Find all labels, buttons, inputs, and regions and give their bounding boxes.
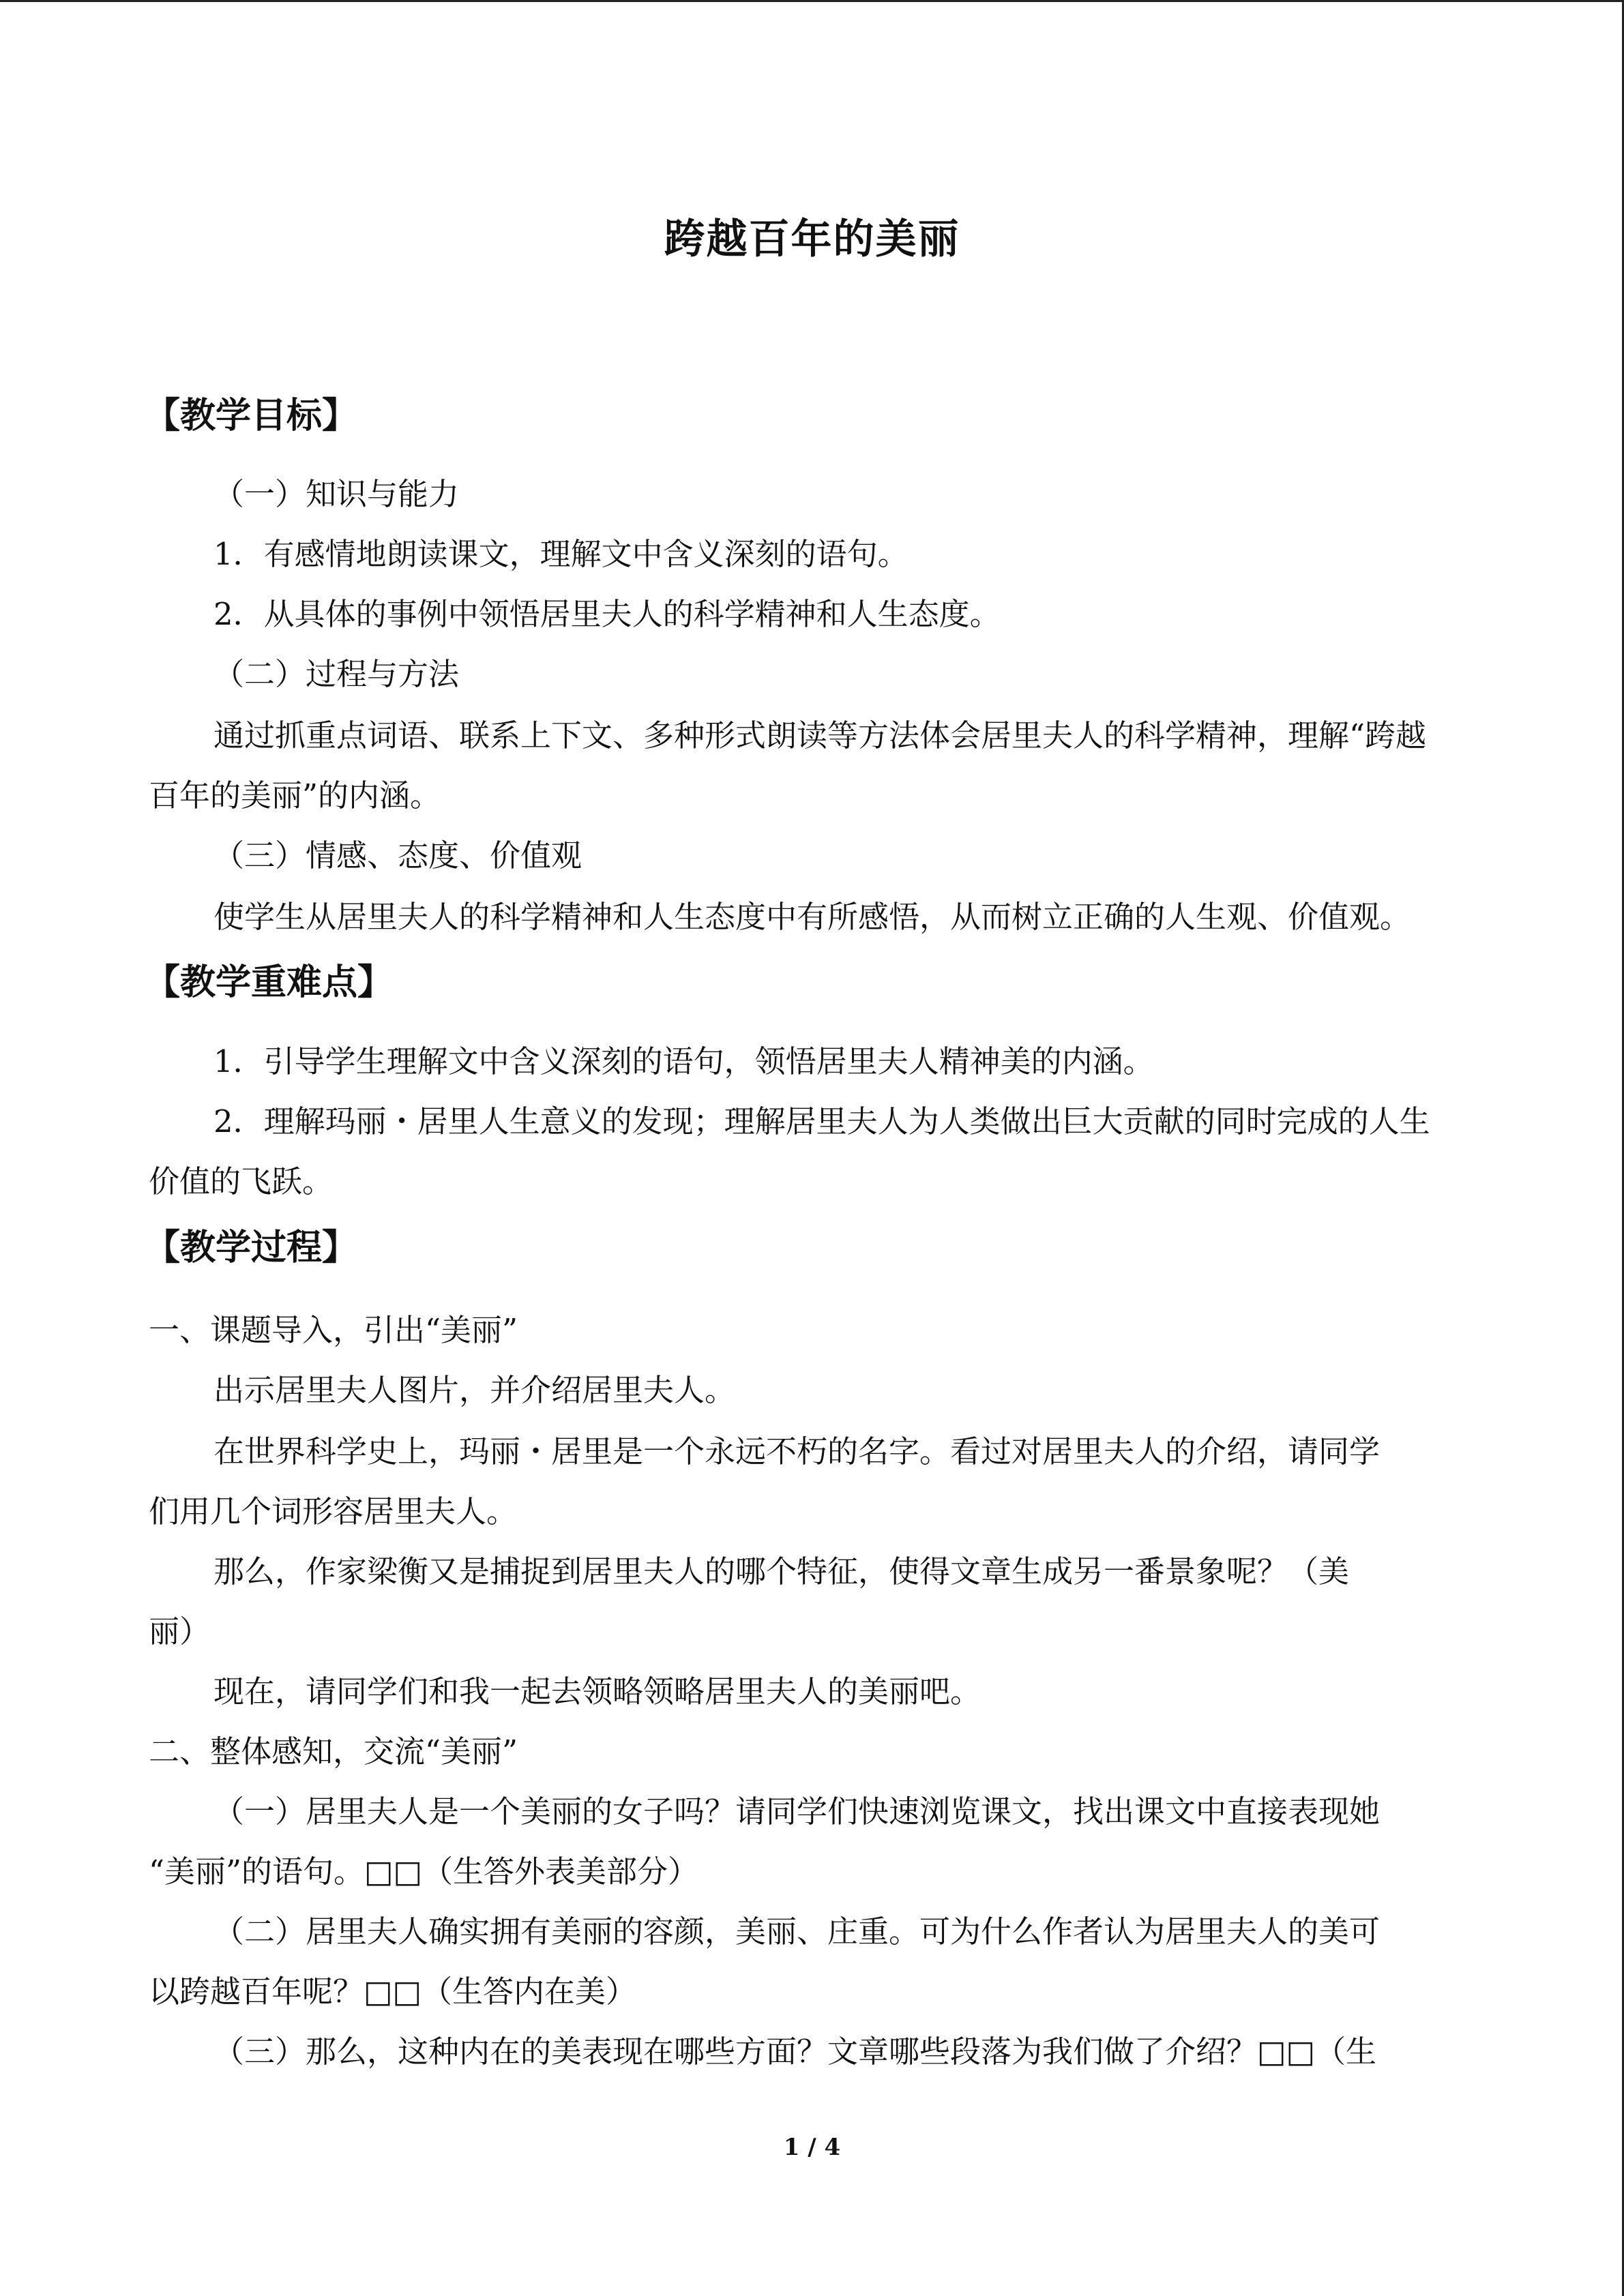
subheading-emotion-values: （三）情感、态度、价值观 <box>213 837 582 874</box>
objective-item-2: 2．从具体的事例中领悟居里夫人的科学精神和人生态度。 <box>213 596 1001 632</box>
paragraph-method-line-1: 通过抓重点词语、联系上下文、多种形式朗读等方法体会居里夫人的科学精神，理解“跨越 <box>213 717 1427 754</box>
process-paragraph-3-line-1: 那么，作家梁衡又是捕捉到居里夫人的哪个特征，使得文章生成另一番景象呢？（美 <box>213 1553 1350 1590</box>
page-title: 跨越百年的美丽 <box>664 215 960 263</box>
question-2-line-1: （二）居里夫人确实拥有美丽的容颜，美丽、庄重。可为什么作者认为居里夫人的美可 <box>213 1913 1381 1950</box>
subheading-knowledge: （一）知识与能力 <box>213 476 460 512</box>
subheading-process-method: （二）过程与方法 <box>213 656 460 692</box>
process-paragraph-4: 现在，请同学们和我一起去领略领略居里夫人的美丽吧。 <box>213 1673 981 1710</box>
keypoint-item-2-line-2: 价值的飞跃。 <box>149 1163 334 1199</box>
process-paragraph-1: 出示居里夫人图片，并介绍居里夫人。 <box>213 1372 736 1408</box>
paragraph-method-line-2: 百年的美丽”的内涵。 <box>149 777 441 814</box>
keypoint-item-1: 1．引导学生理解文中含义深刻的语句，领悟居里夫人精神美的内涵。 <box>213 1043 1154 1079</box>
process-paragraph-3-line-2: 丽） <box>149 1613 211 1650</box>
question-1-line-2: “美丽”的语句。□□（生答外表美部分） <box>149 1853 699 1890</box>
section-heading-process: 【教学过程】 <box>145 1227 358 1268</box>
process-paragraph-2-line-2: 们用几个词形容居里夫人。 <box>149 1493 518 1530</box>
process-paragraph-2-line-1: 在世界科学史上，玛丽・居里是一个永远不朽的名字。看过对居里夫人的介绍，请同学 <box>213 1433 1381 1470</box>
page-indicator: 1 / 4 <box>783 2134 841 2161</box>
section-heading-objectives: 【教学目标】 <box>145 396 358 436</box>
process-step-2: 二、整体感知，交流“美丽” <box>149 1733 518 1770</box>
keypoint-item-2-line-1: 2．理解玛丽・居里人生意义的发现；理解居里夫人为人类做出巨大贡献的同时完成的人生 <box>213 1103 1430 1139</box>
section-heading-keypoints: 【教学重难点】 <box>145 962 394 1003</box>
paragraph-values: 使学生从居里夫人的科学精神和人生态度中有所感悟，从而树立正确的人生观、价值观。 <box>213 899 1411 935</box>
question-1-line-1: （一）居里夫人是一个美丽的女子吗？请同学们快速浏览课文，找出课文中直接表现她 <box>213 1793 1381 1830</box>
objective-item-1: 1．有感情地朗读课文，理解文中含义深刻的语句。 <box>213 536 909 572</box>
question-3-line-1: （三）那么，这种内在的美表现在哪些方面？文章哪些段落为我们做了介绍？□□（生 <box>213 2033 1377 2070</box>
question-2-line-2: 以跨越百年呢？□□（生答内在美） <box>149 1973 637 2010</box>
process-step-1: 一、课题导入，引出“美丽” <box>149 1312 518 1348</box>
